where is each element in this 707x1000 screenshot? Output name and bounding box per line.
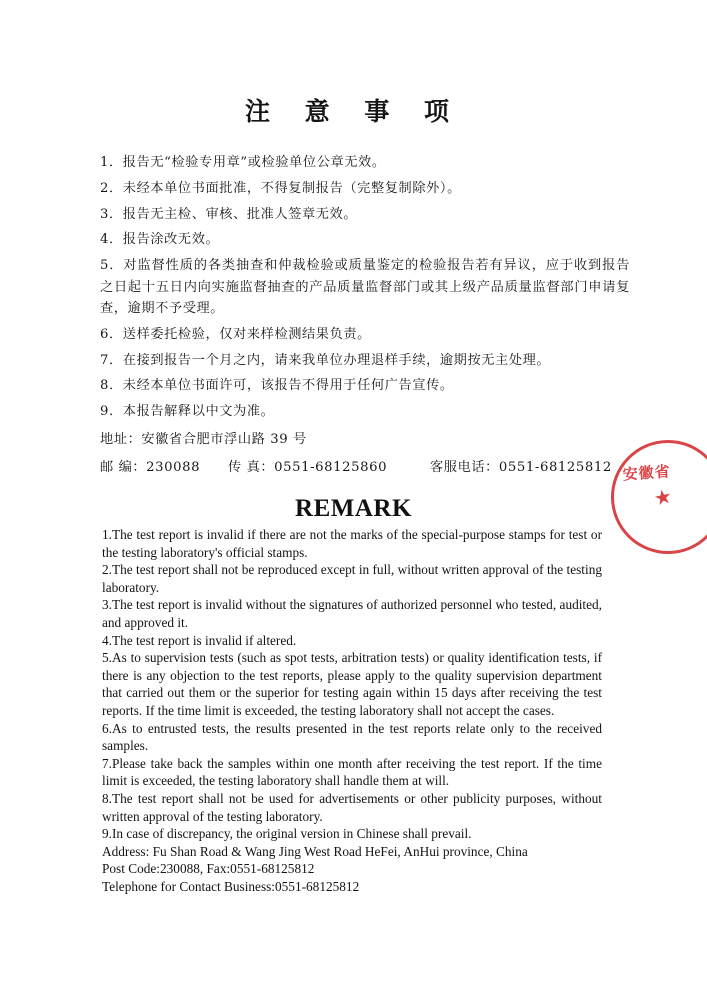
chinese-postcode: 邮 编：230088 xyxy=(100,460,201,475)
chinese-notice-item: 1．报告无“检验专用章”或检验单位公章无效。 xyxy=(100,155,386,170)
english-remark-title: REMARK xyxy=(295,495,412,522)
english-remark-item: 7.Please take back the samples within one month after receiving the test report. If the time limit is exceeded, the testing laboratory shall handle them at will. xyxy=(102,755,602,789)
chinese-contact-row xyxy=(100,457,630,478)
english-remark-item: 5.As to supervision tests (such as spot tests, arbitration tests) or quality identification tests, if there is any objection to the test reports, please apply to the quality supervision department that carried out them or the superior for testing again within 15 days after receiving the test reports. If the time limit is exceeded, the testing laboratory shall not accept the cases. xyxy=(102,650,602,718)
chinese-notice-item: 2．未经本单位书面批准，不得复制报告（完整复制除外）。 xyxy=(100,180,461,196)
stamp-text: 安徽省 xyxy=(622,462,672,484)
english-postcode-fax: Post Code:230088, Fax:0551-68125812 xyxy=(102,861,315,877)
english-remark-item: 3.The test report is invalid without the signatures of authorized personnel who tested, audited, and approved it. xyxy=(102,597,602,630)
chinese-notice-body xyxy=(100,152,630,478)
english-remark-item: 9.In case of discrepancy, the original version in Chinese shall prevail. xyxy=(102,826,472,842)
chinese-notice-item: 6．送样委托检验，仅对来样检测结果负责。 xyxy=(100,326,371,342)
chinese-notice-item: 4．报告涂改无效。 xyxy=(100,232,220,248)
chinese-address: 地址：安徽省合肥市浮山路 39 号 xyxy=(100,431,307,447)
english-remark-item: 1.The test report is invalid if there are not the marks of the special-purpose stamps for test or the testing laboratory's official stamps. xyxy=(102,527,602,560)
chinese-notice-item: 7．在接到报告一个月之内，请来我单位办理退样手续，逾期按无主处理。 xyxy=(100,352,551,368)
chinese-notice-item: 3．报告无主检、审核、批准人签章无效。 xyxy=(100,206,358,222)
english-remark-item: 2.The test report shall not be reproduced except in full, without written approval of the testing laboratory. xyxy=(102,562,602,595)
english-remark-item: 8.The test report shall not be used for advertisements or other publicity purposes, without written approval of the testing laboratory. xyxy=(102,790,602,824)
chinese-fax: 传 真：0551-68125860 xyxy=(228,460,388,475)
star-icon: ★ xyxy=(652,485,675,511)
english-address: Address: Fu Shan Road & Wang Jing West Road HeFei, AnHui province, China xyxy=(102,843,528,859)
chinese-service-phone: 客服电话：0551-68125812 xyxy=(430,460,612,475)
chinese-notice-item: 8．未经本单位书面许可，该报告不得用于任何广告宣传。 xyxy=(100,378,454,394)
english-remark-body xyxy=(102,526,602,895)
chinese-notice-item: 5．对监督性质的各类抽查和仲裁检验或质量鉴定的检验报告若有异议，应于收到报告之日起十五日内向实施监督抽查的产品质量监督部门或其上级产品质量监督部门申请复查，逾期不予受理。 xyxy=(100,258,630,316)
english-remark-item: 4.The test report is invalid if altered. xyxy=(102,632,297,648)
english-remark-item: 6.As to entrusted tests, the results presented in the test reports relate only to the received samples. xyxy=(102,720,602,754)
chinese-notice-item: 9．本报告解释以中文为准。 xyxy=(100,404,275,420)
english-telephone: Telephone for Contact Business:0551-68125812 xyxy=(102,878,360,894)
chinese-notice-title: 注 意 事 项 xyxy=(244,97,463,126)
